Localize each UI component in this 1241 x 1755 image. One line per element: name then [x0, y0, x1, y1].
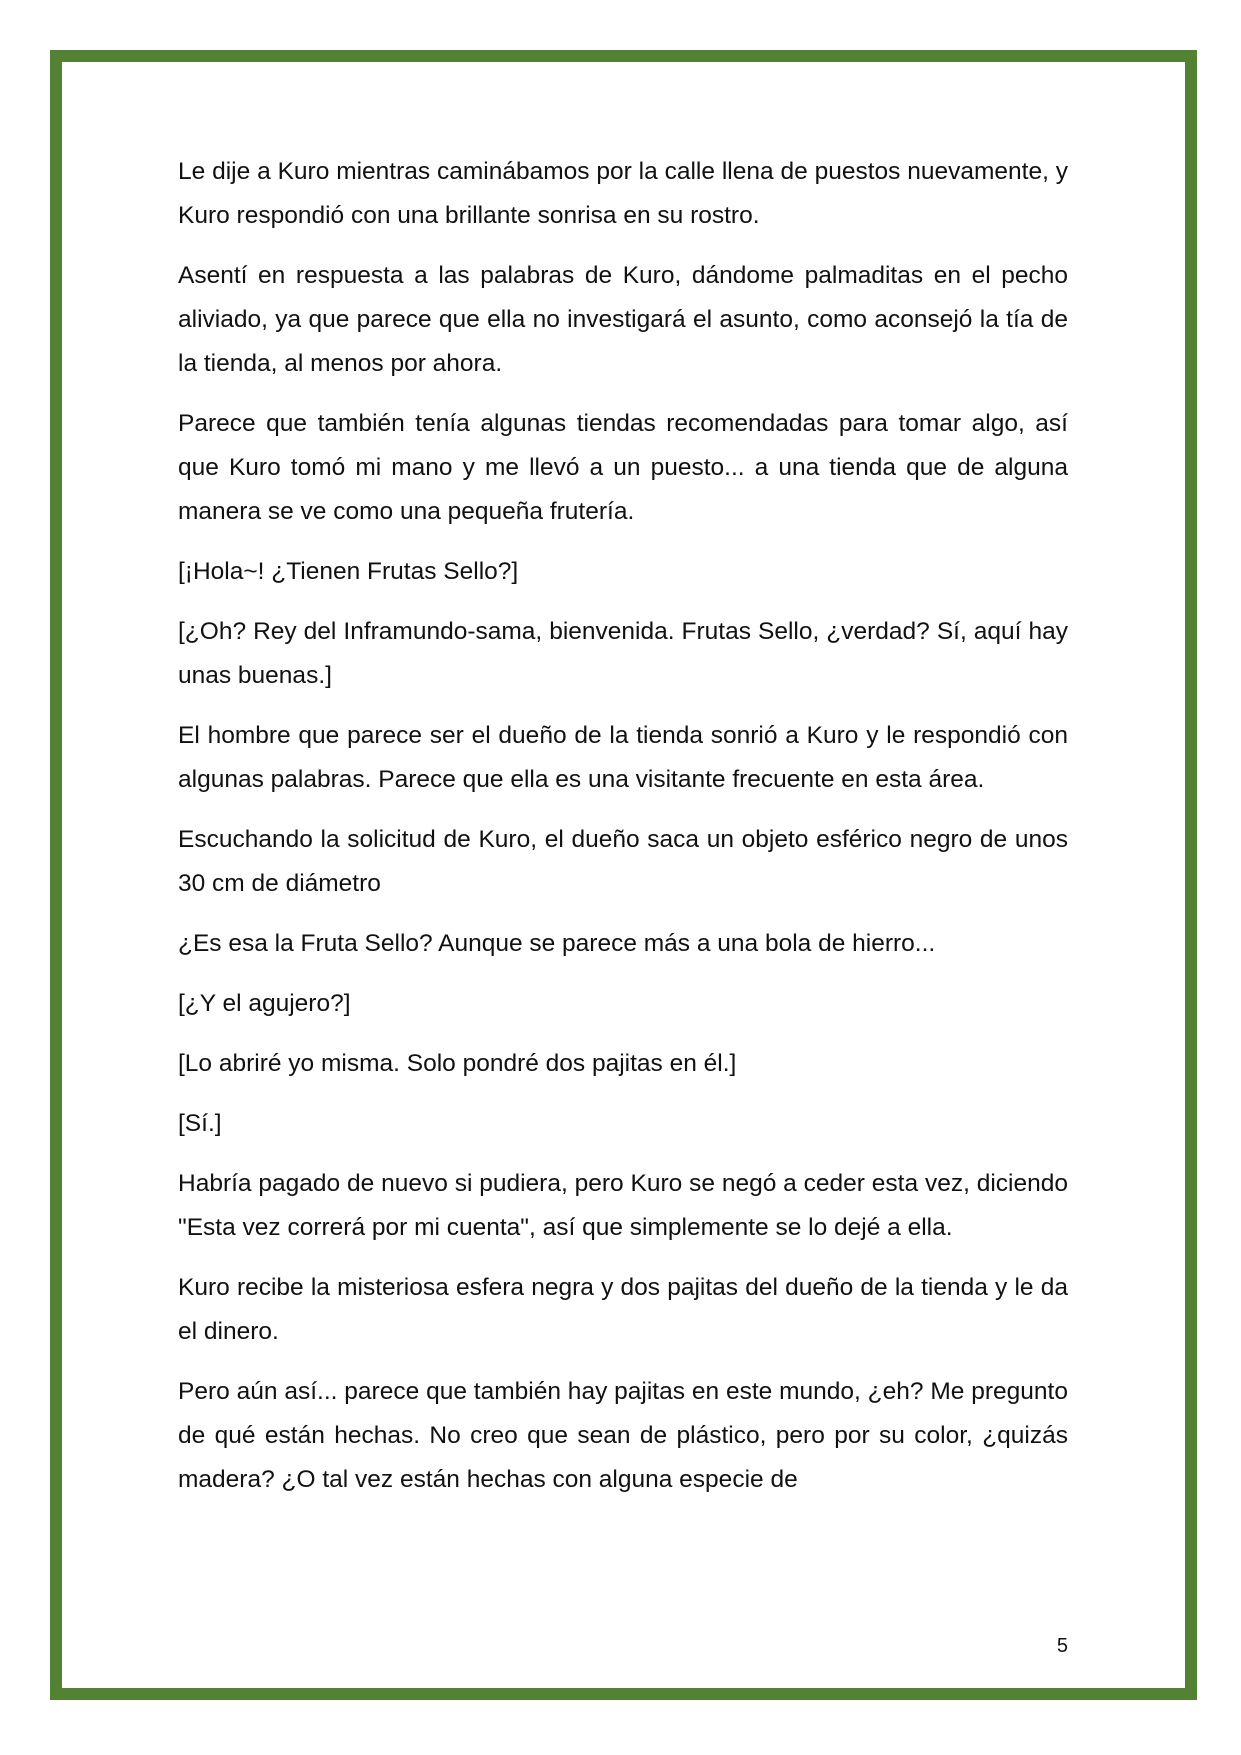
document-body — [178, 150, 1068, 1518]
paragraph: ¿Es esa la Fruta Sello? Aunque se parece más a una bola de hierro... — [178, 930, 936, 957]
paragraph: Asentí en respuesta a las palabras de Kuro, dándome palmaditas en el pecho aliviado, ya que parece que ella no investigará el asunto, como aconsejó la tía de la tienda, al menos por ahora. — [178, 262, 1068, 377]
dialogue-line: [¿Y el agujero?] — [178, 990, 351, 1017]
paragraph: Kuro recibe la misteriosa esfera negra y dos pajitas del dueño de la tienda y le da el dinero. — [178, 1274, 1068, 1345]
paragraph: Pero aún así... parece que también hay pajitas en este mundo, ¿eh? Me pregunto de qué están hechas. No creo que sean de plástico, pero por su color, ¿quizás madera? ¿O tal vez están hechas con alguna especie de — [178, 1378, 1068, 1493]
paragraph: Le dije a Kuro mientras caminábamos por la calle llena de puestos nuevamente, y Kuro respondió con una brillante sonrisa en su rostro. — [178, 158, 1068, 229]
paragraph: Parece que también tenía algunas tiendas recomendadas para tomar algo, así que Kuro tomó mi mano y me llevó a un puesto... a una tienda que de alguna manera se ve como una pequeña frutería. — [178, 410, 1068, 525]
paragraph: Escuchando la solicitud de Kuro, el dueño saca un objeto esférico negro de unos 30 cm de diámetro — [178, 826, 1068, 897]
dialogue-line: [Lo abriré yo misma. Solo pondré dos pajitas en él.] — [178, 1050, 737, 1077]
dialogue-line: [¡Hola~! ¿Tienen Frutas Sello?] — [178, 558, 519, 585]
paragraph: Habría pagado de nuevo si pudiera, pero Kuro se negó a ceder esta vez, diciendo "Esta vez correrá por mi cuenta", así que simplemente se lo dejé a ella. — [178, 1170, 1068, 1241]
dialogue-line: [¿Oh? Rey del Inframundo-sama, bienvenida. Frutas Sello, ¿verdad? Sí, aquí hay unas buenas.] — [178, 618, 1068, 689]
dialogue-line: [Sí.] — [178, 1110, 222, 1137]
paragraph: El hombre que parece ser el dueño de la tienda sonrió a Kuro y le respondió con algunas palabras. Parece que ella es una visitante frecuente en esta área. — [178, 722, 1068, 793]
page-number: 5 — [1056, 1635, 1068, 1657]
